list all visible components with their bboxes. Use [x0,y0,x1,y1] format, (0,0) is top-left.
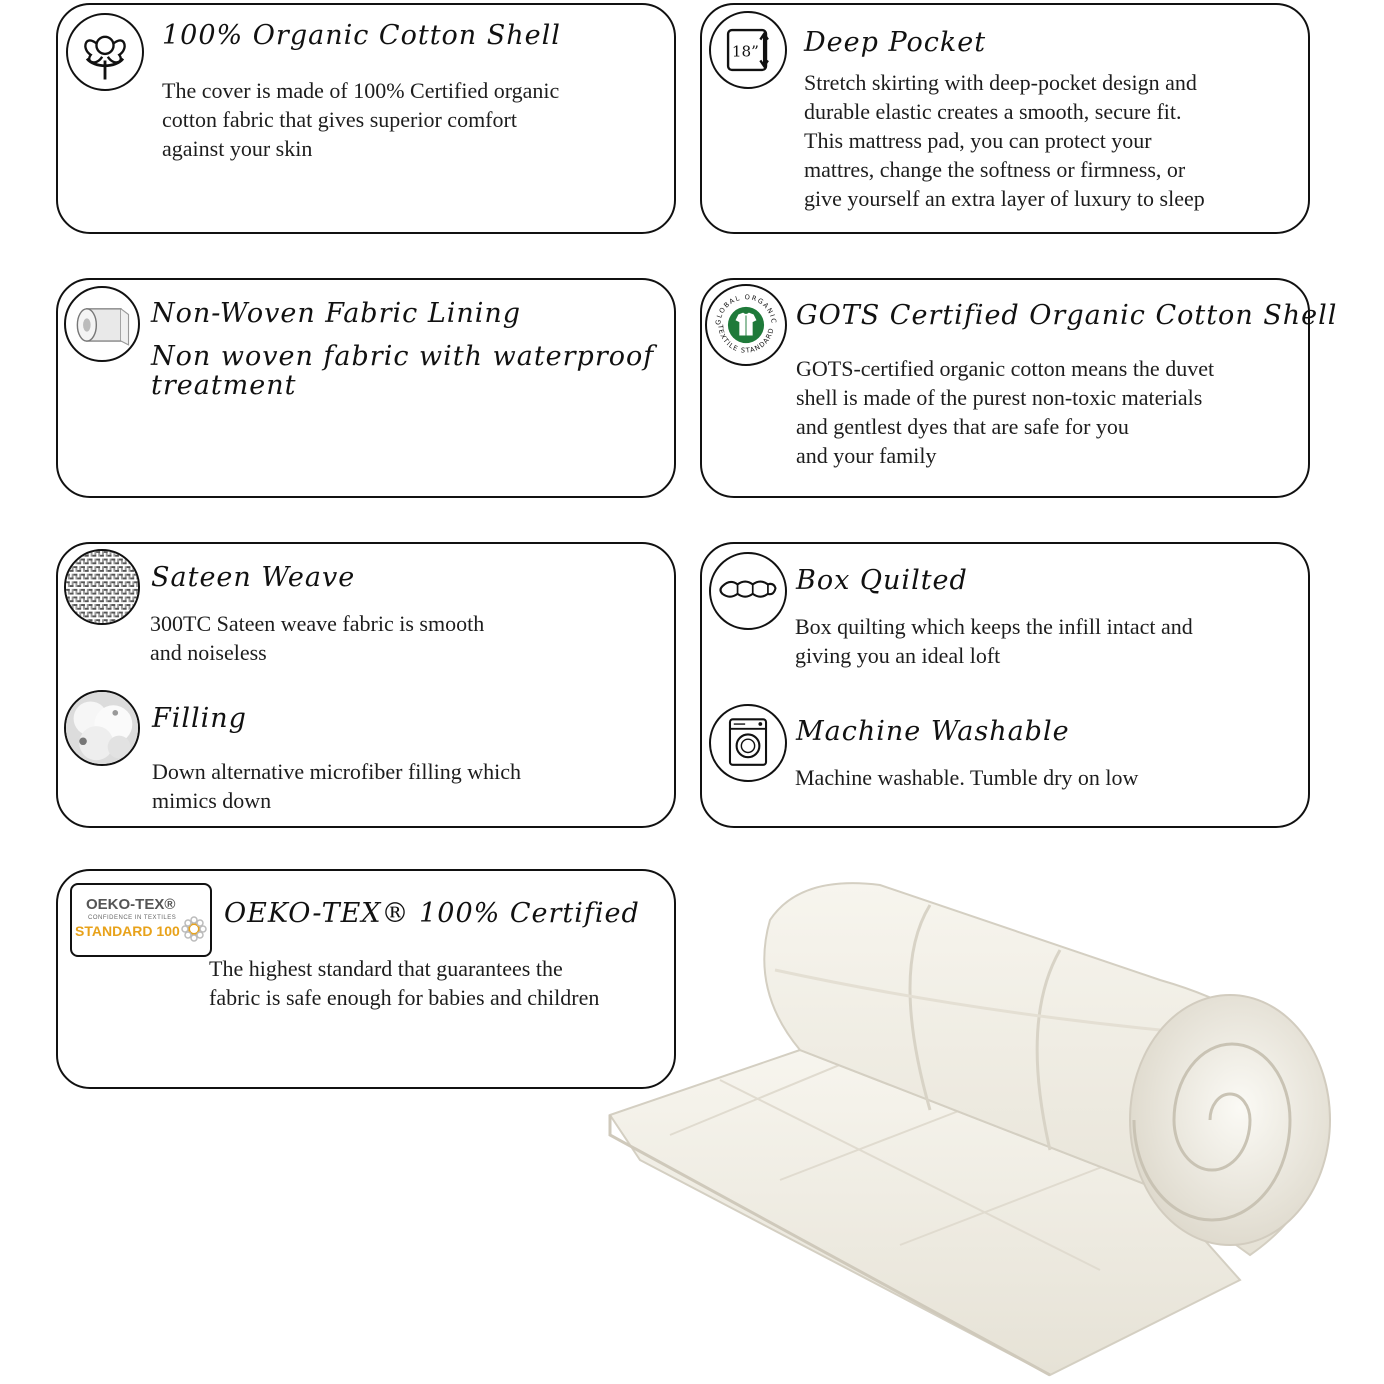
card-text-line: mattres, change the softness or firmness, or [804,157,1186,182]
flower-icon [180,915,208,943]
card-title: Box Quilted [796,565,968,596]
gots-badge-top: GLOBAL ORGANIC [714,293,778,326]
quilt-icon [709,552,787,630]
card-subtitle-line: Non woven fabric with waterproof [151,341,655,372]
card-title: GOTS Certified Organic Cotton Shell [796,300,1338,331]
card-text-line: GOTS-certified organic cotton means the duvet [796,356,1215,381]
ruler-depth-icon [709,11,787,89]
card-title: Sateen Weave [151,562,356,593]
card-text-line: giving you an ideal loft [795,643,1001,668]
card-title: Machine Washable [796,716,1070,747]
card-text-line: fabric is safe enough for babies and children [209,985,600,1010]
oeko-logo-name: OEKO-TEX® [86,896,176,913]
washing-machine-icon [709,704,787,782]
card-title: Deep Pocket [804,27,987,58]
card-text-line: The highest standard that guarantees the [209,956,563,981]
card-text-line: Down alternative microfiber filling which [152,759,521,784]
card-text-line: mimics down [152,788,272,813]
weave-pattern-icon [64,549,140,625]
card-text-line: Machine washable. Tumble dry on low [795,765,1139,790]
cotton-flower-icon [66,13,144,91]
oeko-logo-tagline: CONFIDENCE IN TEXTILES [88,915,177,921]
gots-shirt-icon [705,284,787,366]
card-text-line: cotton fabric that gives superior comfort [162,107,517,132]
card-text-line: and noiseless [150,640,267,665]
card-text-line: Stretch skirting with deep-pocket design and [804,70,1197,95]
oeko-logo-standard: STANDARD 100 [75,923,180,939]
card-title: Filling [152,703,247,734]
card-text-line: against your skin [162,136,313,161]
card-text-line: durable elastic creates a smooth, secure fit. [804,99,1182,124]
card-text-line: 300TC Sateen weave fabric is smooth [150,611,485,636]
card-text-line: shell is made of the purest non-toxic materials [796,385,1203,410]
card-text-line: Box quilting which keeps the infill intact and [795,614,1193,639]
gots-badge-bottom: TEXTILE STANDARD [716,324,776,355]
card-subtitle-line: treatment [151,370,297,401]
card-title: 100% Organic Cotton Shell [162,20,561,51]
depth-label: 18” [731,42,759,61]
card-text-line: and your family [796,443,937,468]
card-text-line: and gentlest dyes that are safe for you [796,414,1129,439]
fiber-fill-icon [64,690,140,766]
oeko-tex-logo [70,883,212,957]
fabric-roll-icon [64,286,140,362]
card-text-line: give yourself an extra layer of luxury to sleep [804,186,1205,211]
card-text-line: The cover is made of 100% Certified organic [162,78,560,103]
card-title: OEKO-TEX® 100% Certified [224,898,640,929]
card-text-line: This mattress pad, you can protect your [804,128,1152,153]
rolled-mattress-topper-image [600,860,1340,1380]
card-title: Non-Woven Fabric Lining [151,298,522,329]
